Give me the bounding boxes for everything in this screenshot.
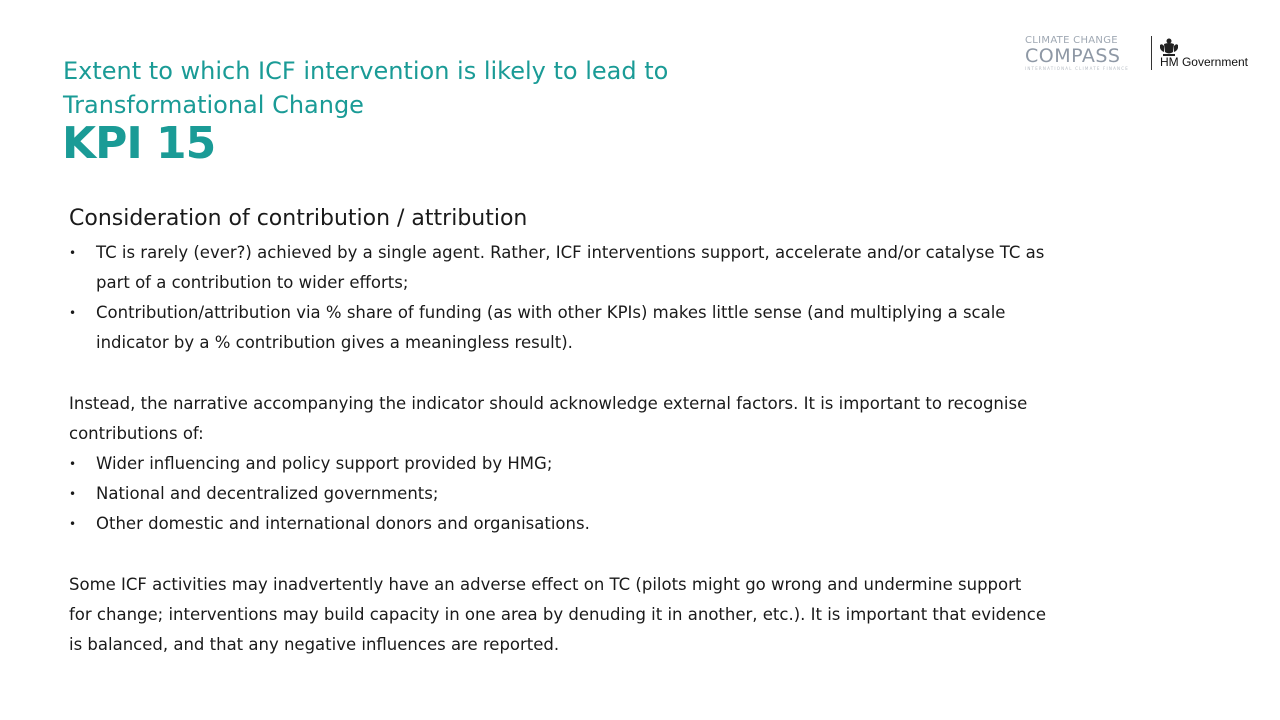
slide-title: KPI 15	[62, 118, 216, 169]
compass-logo-top-text: CLIMATE CHANGE	[1024, 35, 1118, 46]
list-item-text: TC is rarely (ever?) achieved by a single agent. Rather, ICF interventions support, accelerate and/or catalyse TC as part of a contribution to wider efforts;	[96, 243, 1045, 292]
list-item-text: Other domestic and international donors and organisations.	[96, 514, 590, 533]
section-heading: Consideration of contribution / attribution	[69, 206, 528, 231]
subtitle-line-2: Transformational Change	[63, 91, 364, 119]
royal-coat-of-arms-icon	[1158, 37, 1180, 57]
logo-bar	[1025, 34, 1248, 72]
bullet-icon: •	[69, 306, 77, 320]
bullet-icon: •	[69, 246, 77, 260]
adverse-effects-paragraph: Some ICF activities may inadvertently have an adverse effect on TC (pilots might go wrong and undermine support for change; interventions may build capacity in one area by denuding it in another, etc.). It is important that evidence is balanced, and that any negative influences are reported.	[69, 575, 1046, 654]
list-item-text: Wider influencing and policy support provided by HMG;	[96, 454, 553, 473]
slide-body	[69, 202, 1049, 660]
climate-change-compass-logo	[1025, 35, 1129, 71]
list-item-text: National and decentralized governments;	[96, 484, 439, 503]
hm-government-text: HM Government	[1159, 55, 1248, 69]
bullet-icon: •	[69, 487, 77, 501]
compass-logo-tagline: INTERNATIONAL CLIMATE FINANCE	[1024, 66, 1129, 71]
list-item	[69, 238, 1049, 298]
list-item-text: Contribution/attribution via % share of funding (as with other KPIs) makes little sense (and multiplying a scale indicator by a % contribution gives a meaningless result).	[96, 303, 1006, 352]
slide-subtitle	[63, 54, 823, 122]
subtitle-line-1: Extent to which ICF intervention is likely to lead to	[63, 57, 669, 85]
contributors-bullet-list	[69, 449, 1049, 539]
bullet-icon: •	[69, 517, 77, 531]
list-item	[69, 479, 1049, 509]
external-factors-paragraph: Instead, the narrative accompanying the indicator should acknowledge external factors. It is important to recognise contributions of:	[69, 394, 1028, 443]
contribution-bullet-list	[69, 238, 1049, 358]
list-item	[69, 298, 1049, 358]
bullet-icon: •	[69, 457, 77, 471]
hm-government-logo	[1151, 36, 1248, 70]
list-item	[69, 449, 1049, 479]
compass-logo-main-text: COMPASS	[1024, 45, 1121, 67]
list-item	[69, 509, 1049, 539]
